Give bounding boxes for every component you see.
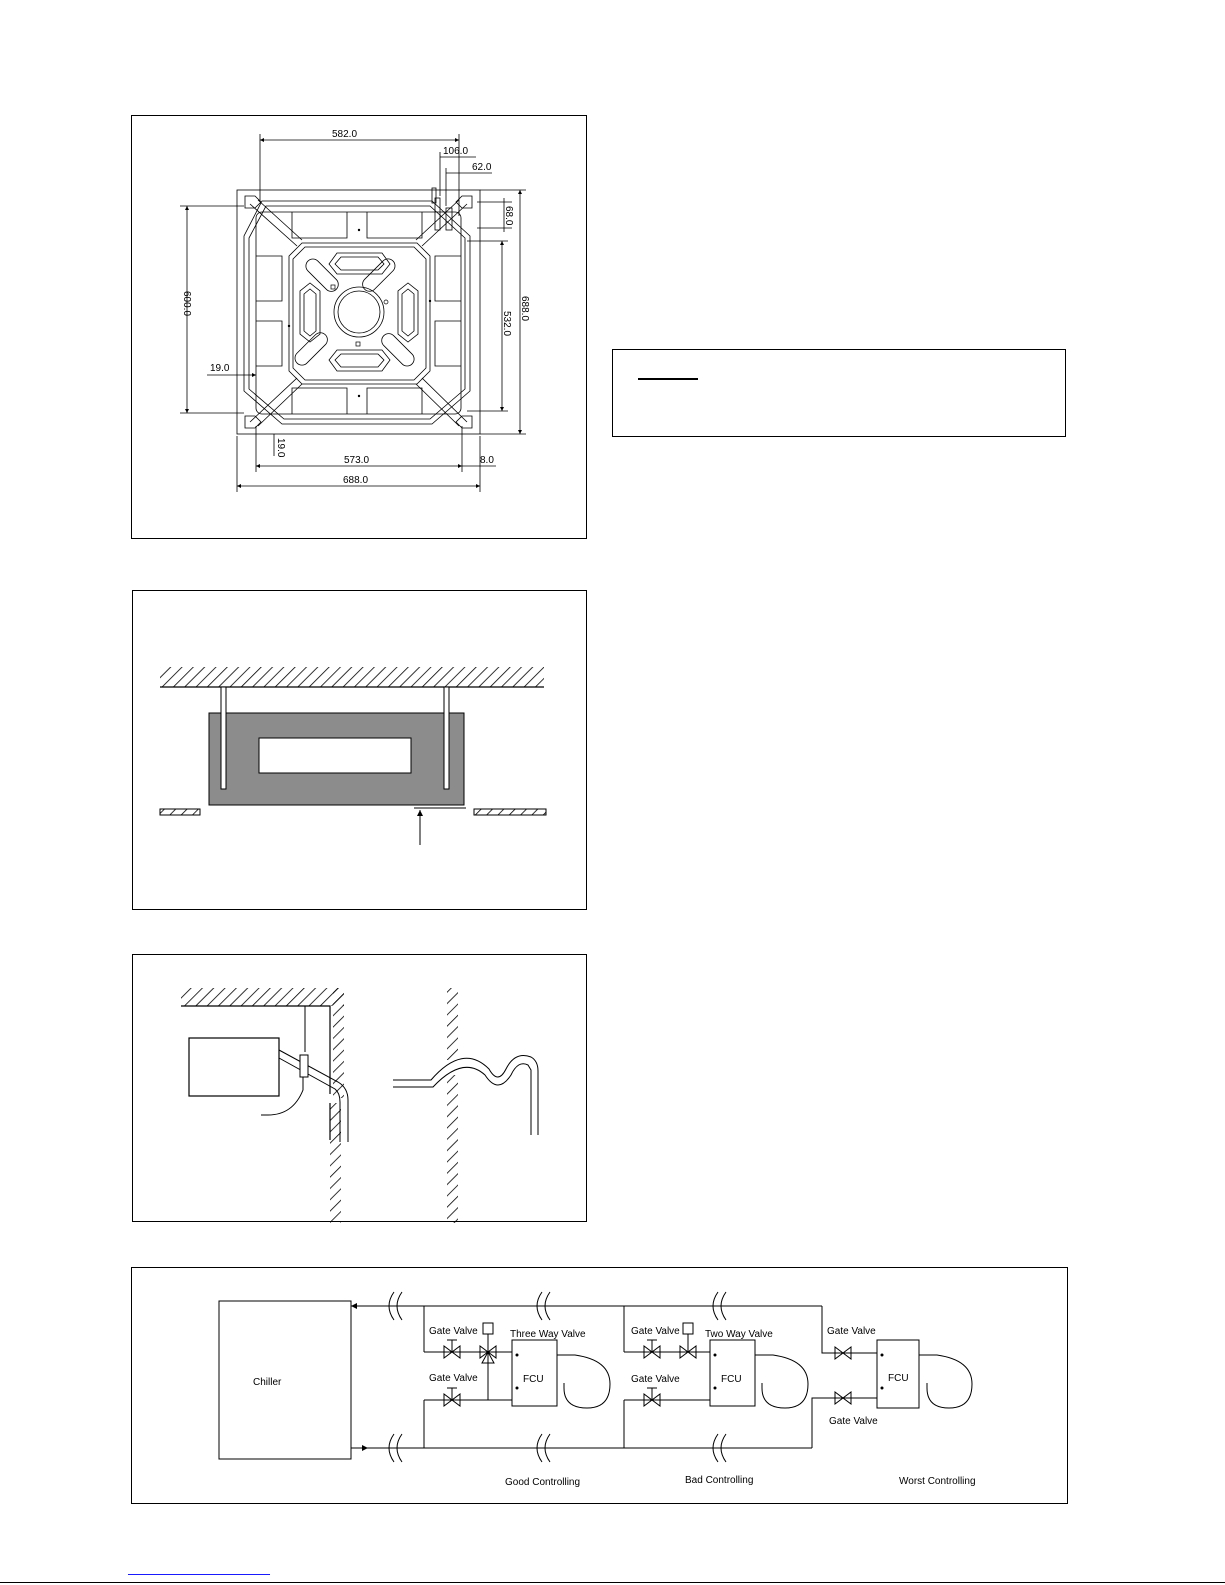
unit-top-view-drawing <box>132 116 588 540</box>
bad-controlling-label: Bad Controlling <box>685 1475 754 1486</box>
dim-688-vertical: 688.0 <box>519 296 530 322</box>
gate-valve-label-worst-bottom: Gate Valve <box>829 1416 878 1427</box>
indoor-unit-box <box>189 1038 279 1096</box>
outer-frame <box>237 190 480 434</box>
dim-600: 600.0 <box>181 291 192 317</box>
drain-pipe-panel <box>132 954 587 1222</box>
hanging-bolt-right <box>444 687 449 789</box>
dim-68: 68.0 <box>503 206 514 226</box>
dim-688-horizontal: 688.0 <box>343 475 369 486</box>
panel-octagon <box>244 201 470 424</box>
dim-532: 532.0 <box>501 311 512 337</box>
unit-window <box>259 738 411 773</box>
ceiling-hatch <box>181 988 344 1006</box>
unit-dimension-panel <box>131 115 587 539</box>
three-way-valve-label: Three Way Valve <box>510 1329 586 1340</box>
fcu-good-label: FCU <box>523 1374 544 1385</box>
dim-19-horizontal: 19.0 <box>210 363 230 374</box>
chiller-piping-drawing <box>132 1268 1069 1505</box>
dim-8: 8.0 <box>480 455 494 466</box>
chiller-label: Chiller <box>253 1377 282 1388</box>
gate-valve-label-good-top: Gate Valve <box>429 1326 478 1337</box>
dim-62: 62.0 <box>472 162 492 173</box>
note-box <box>612 349 1066 437</box>
gate-valve-label-good-bottom: Gate Valve <box>429 1373 478 1384</box>
ceiling-install-panel <box>132 590 587 910</box>
footer-link-underline[interactable] <box>128 1574 270 1575</box>
center-grille <box>289 243 430 384</box>
false-ceiling-left <box>160 809 200 815</box>
pipe-clamp <box>300 1055 308 1077</box>
note-underline <box>638 378 698 380</box>
fcu-good <box>512 1340 557 1406</box>
gate-valve-label-worst-top: Gate Valve <box>827 1326 876 1337</box>
fcu-bad-label: FCU <box>721 1374 742 1385</box>
chiller-piping-panel <box>131 1267 1068 1504</box>
footer-rule <box>0 1582 1225 1583</box>
gate-valve-label-bad-top: Gate Valve <box>631 1326 680 1337</box>
worst-controlling-label: Worst Controlling <box>899 1476 976 1487</box>
fcu-bad <box>710 1340 755 1406</box>
chiller-box <box>219 1301 351 1459</box>
trap-pipe <box>393 1064 531 1135</box>
false-ceiling-right <box>474 809 546 815</box>
dim-106: 106.0 <box>443 146 469 157</box>
gate-valve-label-bad-bottom: Gate Valve <box>631 1374 680 1385</box>
hanging-bolt-left <box>221 687 226 789</box>
wall-hatch-left <box>333 988 344 1098</box>
ceiling-slab <box>160 667 544 687</box>
drain-pipe-drawing <box>133 955 588 1223</box>
dim-582: 582.0 <box>332 129 358 140</box>
center-fan-outer <box>334 287 384 337</box>
ceiling-install-drawing <box>133 591 588 911</box>
good-controlling-label: Good Controlling <box>505 1477 581 1488</box>
dim-19-vertical: 19.0 <box>275 438 286 458</box>
two-way-valve-label: Two Way Valve <box>705 1329 773 1340</box>
fcu-worst-label: FCU <box>888 1373 909 1384</box>
dim-573: 573.0 <box>344 455 370 466</box>
wall-hatch-right <box>447 988 458 1060</box>
